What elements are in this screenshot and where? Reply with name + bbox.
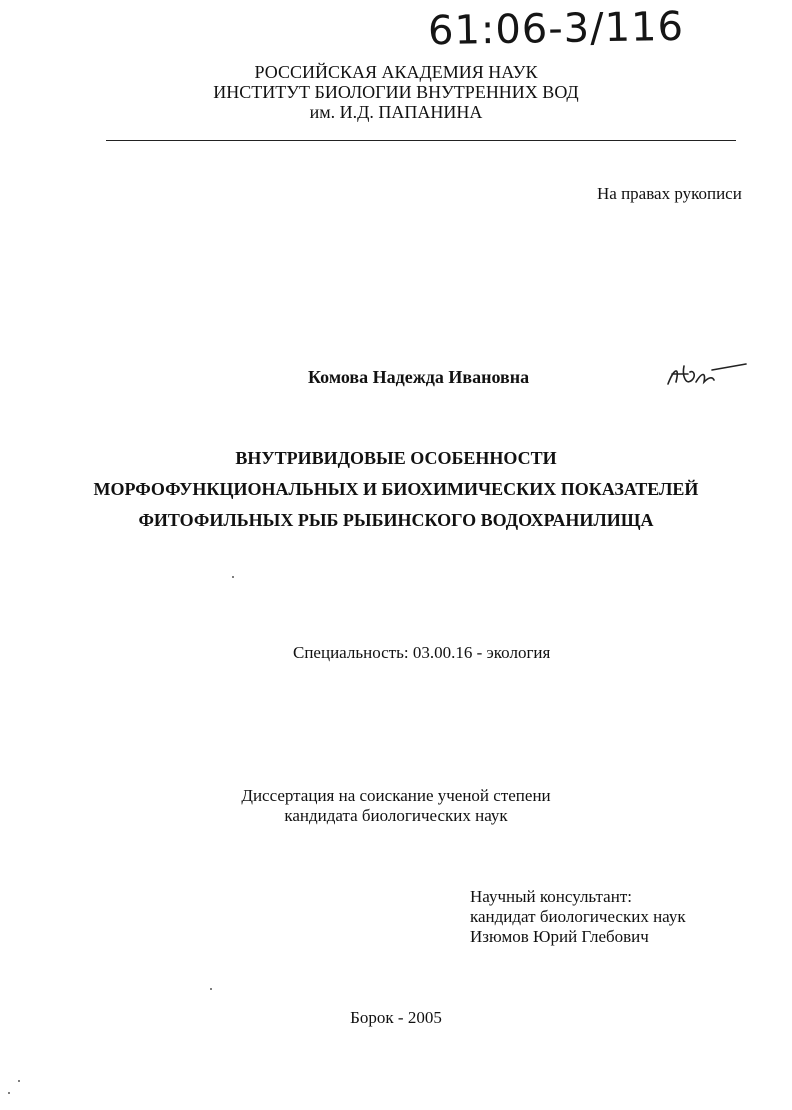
org-line-named: им. И.Д. ПАПАНИНА [309,102,483,122]
scan-speck [8,1092,10,1094]
dissertation-line-1: Диссертация на соискание ученой степени [241,786,551,805]
title-line-3: ФИТОФИЛЬНЫХ РЫБ РЫБИНСКОГО ВОДОХРАНИЛИЩА [138,510,654,530]
advisor-degree: кандидат биологических наук [470,907,686,926]
advisor-label: Научный консультант: [470,887,632,906]
author-name: Комова Надежда Ивановна [308,367,530,387]
org-line-institute: ИНСТИТУТ БИОЛОГИИ ВНУТРЕННИХ ВОД [213,82,579,102]
author-signature [662,360,752,392]
specialty: Специальность: 03.00.16 - экология [293,643,551,662]
scan-speck [210,988,212,990]
title-line-1: ВНУТРИВИДОВЫЕ ОСОБЕННОСТИ [235,448,557,468]
place-and-year: Борок - 2005 [350,1008,442,1027]
dissertation-line-2: кандидата биологических наук [284,806,508,825]
archive-code-handwritten: 61:06-3/116 [427,3,685,55]
header-divider [106,140,736,141]
advisor-name: Изюмов Юрий Глебович [470,927,649,946]
title-line-2: МОРФОФУНКЦИОНАЛЬНЫХ И БИОХИМИЧЕСКИХ ПОКАЗАТЕЛЕЙ [93,479,699,499]
org-line-academy: РОССИЙСКАЯ АКАДЕМИЯ НАУК [254,62,538,82]
scan-speck [18,1080,20,1082]
scan-speck [232,576,234,578]
manuscript-rights-note: На правах рукописи [597,184,742,203]
